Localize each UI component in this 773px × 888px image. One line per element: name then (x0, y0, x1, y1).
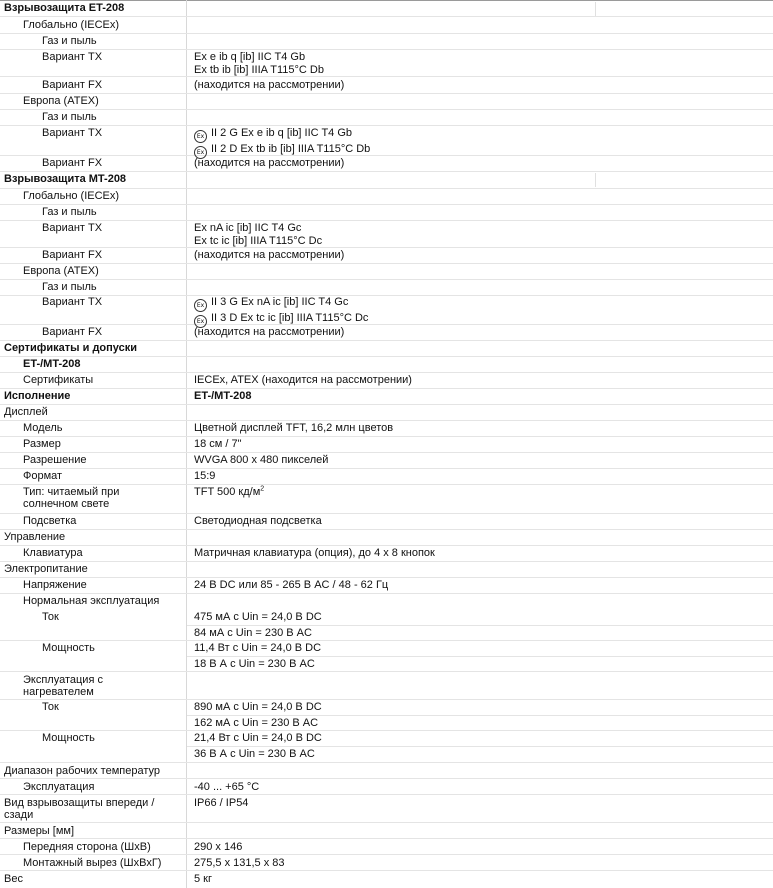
value-variant-fx: (находится на рассмотрении) (194, 79, 345, 91)
row-divider (0, 340, 773, 341)
row-divider (0, 699, 773, 700)
row-label-variant-fx: Вариант FX (42, 79, 103, 91)
value-cutout: 275,5 x 131,5 x 83 (194, 857, 285, 869)
value-model: Цветной дисплей TFT, 16,2 млн цветов (194, 422, 394, 434)
row-divider (0, 247, 773, 248)
value-variant-tx (194, 51, 324, 76)
row-label-voltage: Напряжение (23, 579, 87, 591)
row-label-variant-fx: Вариант FX (42, 249, 103, 261)
value-text: II 2 G Ex e ib q [ib] IIC T4 Gb (211, 127, 353, 139)
value-heater-power-2: 36 В А с Uin = 230 В AC (194, 748, 315, 760)
row-divider (0, 404, 773, 405)
row-label-certificates: Сертификаты (23, 374, 94, 386)
row-label-global: Глобально (IECEx) (23, 19, 120, 31)
row-label-heater-power: Мощность (42, 732, 95, 744)
value-format: 15:9 (194, 470, 216, 482)
row-divider (0, 452, 773, 453)
row-divider (0, 263, 773, 264)
row-label-execution: Исполнение (4, 390, 71, 402)
value-variant-tx-atex (194, 296, 368, 328)
row-divider (0, 33, 773, 34)
row-divider (187, 715, 773, 716)
row-label-operation: Эксплуатация (23, 781, 95, 793)
value-backlight: Светодиодная подсветка (194, 515, 322, 527)
row-divider (0, 295, 773, 296)
ex-mark-icon: Ex (194, 315, 207, 328)
column-divider (186, 0, 187, 888)
row-label-sunlight-readable (23, 486, 119, 510)
row-divider (0, 854, 773, 855)
value-text: TFT 500 кд/м (194, 486, 261, 498)
row-divider (0, 16, 773, 17)
label-line: Тип: читаемый при (23, 486, 120, 498)
row-label-front: Передняя сторона (ШхВ) (23, 841, 151, 853)
row-label-gas-dust: Газ и пыль (42, 281, 97, 293)
row-divider (0, 730, 773, 731)
ex-mark-icon: Ex (194, 130, 207, 143)
value-variant-fx: (находится на рассмотрении) (194, 157, 345, 169)
row-label-resolution: Разрешение (23, 454, 87, 466)
section-heading-control: Управление (4, 531, 66, 543)
row-divider (0, 778, 773, 779)
value-heater-current-1: 890 мА с Uin = 24,0 В DC (194, 701, 322, 713)
cell-divider (595, 2, 596, 16)
row-divider (187, 746, 773, 747)
cell-divider (595, 173, 596, 187)
row-label-europe: Европа (ATEX) (23, 265, 99, 277)
label-line: сзади (4, 809, 34, 821)
row-divider (0, 109, 773, 110)
value-variant-tx-atex (194, 127, 370, 159)
row-label-gas-dust: Газ и пыль (42, 35, 97, 47)
row-label-format: Формат (23, 470, 63, 482)
value-line (194, 127, 370, 143)
row-label-variant-tx: Вариант TX (42, 51, 103, 63)
row-divider (0, 76, 773, 77)
row-divider (0, 324, 773, 325)
row-divider (0, 838, 773, 839)
row-label-power: Мощность (42, 642, 95, 654)
row-label-weight: Вес (4, 873, 23, 885)
label-line: Вид взрывозащиты впереди / (4, 797, 155, 809)
value-execution: ET-/MT-208 (194, 390, 252, 402)
ex-mark-icon: Ex (194, 299, 207, 312)
row-divider (187, 656, 773, 657)
value-power-1: 11,4 Вт с Uin = 24,0 В DC (194, 642, 322, 654)
row-label-heater-current: Ток (42, 701, 59, 713)
value-line: Ex tb ib [ib] IIIA T115°C Db (194, 63, 324, 76)
row-label-backlight: Подсветка (23, 515, 77, 527)
row-divider (0, 513, 773, 514)
row-label-normal-operation: Нормальная эксплуатация (23, 595, 160, 607)
row-divider (0, 561, 773, 562)
value-line: Ex nA ic [ib] IIC T4 Gc (194, 222, 302, 234)
value-text: II 3 D Ex tc ic [ib] IIIA T115°C Dc (211, 312, 369, 324)
value-keyboard: Матричная клавиатура (опция), до 4 x 8 кнопок (194, 547, 435, 559)
value-weight: 5 кг (194, 873, 212, 885)
ex-mark-icon: Ex (194, 146, 207, 159)
row-label-variant-tx: Вариант TX (42, 222, 103, 234)
row-label-model-group: ET-/MT-208 (23, 358, 81, 370)
value-line: Ex e ib q [ib] IIC T4 Gb (194, 51, 306, 63)
row-label-global: Глобально (IECEx) (23, 190, 120, 202)
section-heading-mt208: Взрывозащита MT-208 (4, 173, 127, 185)
row-label-europe: Европа (ATEX) (23, 95, 99, 107)
value-text: II 2 D Ex tb ib [ib] IIIA T115°C Db (211, 143, 371, 155)
row-label-gas-dust: Газ и пыль (42, 206, 97, 218)
row-divider (0, 188, 773, 189)
value-variant-tx (194, 222, 322, 247)
row-divider (0, 204, 773, 205)
row-label-model: Модель (23, 422, 63, 434)
value-protection: IP66 / IP54 (194, 797, 249, 809)
row-divider (0, 484, 773, 485)
row-divider (0, 822, 773, 823)
row-divider (0, 436, 773, 437)
section-heading-dimensions: Размеры [мм] (4, 825, 75, 837)
row-divider (0, 388, 773, 389)
row-divider (0, 155, 773, 156)
value-line (194, 296, 368, 312)
row-divider (0, 794, 773, 795)
section-heading-certificates: Сертификаты и допуски (4, 342, 138, 354)
row-divider (0, 870, 773, 871)
row-label-size: Размер (23, 438, 61, 450)
row-divider (0, 220, 773, 221)
section-heading-temperature: Диапазон рабочих температур (4, 765, 160, 777)
row-label-variant-fx: Вариант FX (42, 157, 103, 169)
row-label-keyboard: Клавиатура (23, 547, 83, 559)
value-line: Ex tc ic [ib] IIIA T115°C Dc (194, 234, 323, 247)
label-line: нагревателем (23, 686, 94, 698)
row-divider (0, 420, 773, 421)
value-sunlight-readable (194, 486, 264, 499)
row-divider (0, 125, 773, 126)
row-divider (0, 529, 773, 530)
row-divider (0, 640, 773, 641)
value-heater-power-1: 21,4 Вт с Uin = 24,0 В DC (194, 732, 322, 744)
row-divider (0, 171, 773, 172)
value-variant-fx: (находится на рассмотрении) (194, 249, 345, 261)
row-divider (0, 93, 773, 94)
value-front: 290 x 146 (194, 841, 243, 853)
row-label-protection (4, 797, 154, 821)
row-divider (0, 372, 773, 373)
value-voltage: 24 В DC или 85 - 265 В AC / 48 - 62 Гц (194, 579, 389, 591)
value-current-1: 475 мА с Uin = 24,0 В DC (194, 611, 322, 623)
row-divider (0, 762, 773, 763)
row-label-gas-dust: Газ и пыль (42, 111, 97, 123)
value-size: 18 см / 7" (194, 438, 242, 450)
row-divider (0, 593, 773, 594)
row-divider (0, 49, 773, 50)
row-label-variant-tx: Вариант TX (42, 127, 103, 139)
row-divider (0, 279, 773, 280)
row-divider (0, 545, 773, 546)
row-label-heater-operation (23, 674, 103, 698)
row-label-cutout: Монтажный вырез (ШхВхГ) (23, 857, 162, 869)
value-certificates: IECEx, ATEX (находится на рассмотрении) (194, 374, 412, 386)
row-divider (187, 625, 773, 626)
table-top-border (0, 0, 773, 1)
row-divider (0, 671, 773, 672)
value-heater-current-2: 162 мА с Uin = 230 В AC (194, 717, 319, 729)
value-power-2: 18 В А с Uin = 230 В AC (194, 658, 315, 670)
value-text: II 3 G Ex nA ic [ib] IIC T4 Gc (211, 296, 349, 308)
row-divider (0, 468, 773, 469)
section-heading-display: Дисплей (4, 406, 48, 418)
value-resolution: WVGA 800 x 480 пикселей (194, 454, 329, 466)
value-operation-temp: -40 ... +65 °C (194, 781, 260, 793)
value-variant-fx: (находится на рассмотрении) (194, 326, 345, 338)
row-label-current: Ток (42, 611, 59, 623)
row-divider (0, 356, 773, 357)
section-heading-et208: Взрывозащита ET-208 (4, 2, 125, 14)
row-label-variant-tx: Вариант TX (42, 296, 103, 308)
label-line: солнечном свете (23, 498, 110, 510)
row-divider (0, 577, 773, 578)
superscript: 2 (260, 485, 265, 493)
row-label-variant-fx: Вариант FX (42, 326, 103, 338)
section-heading-power: Электропитание (4, 563, 88, 575)
value-current-2: 84 мА с Uin = 230 В AC (194, 627, 312, 639)
label-line: Эксплуатация с (23, 674, 103, 686)
